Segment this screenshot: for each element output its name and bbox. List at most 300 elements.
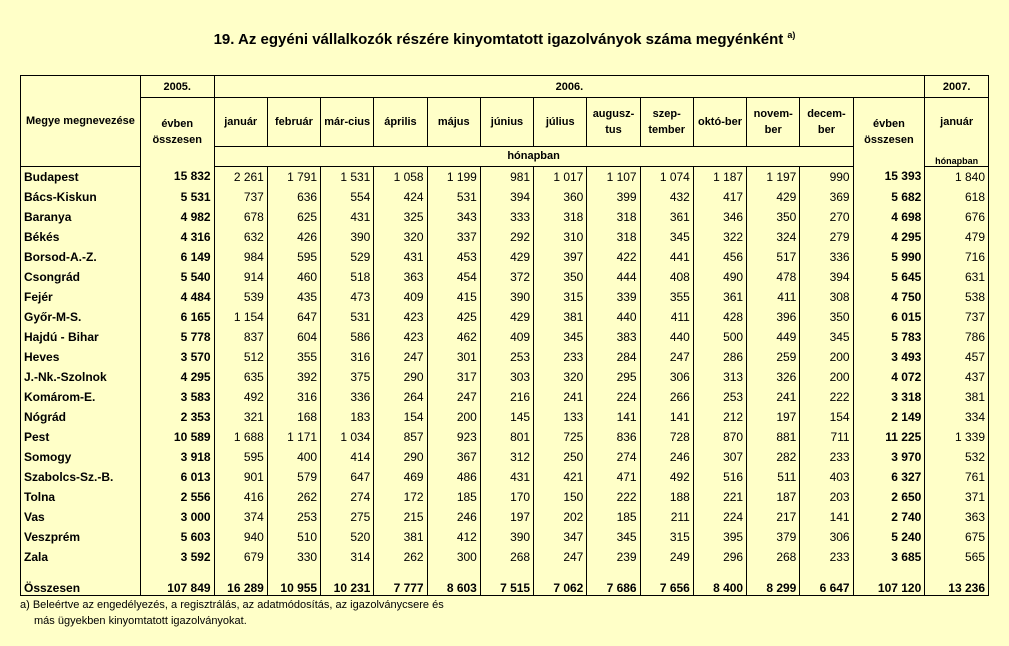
month-value-cell: 222: [800, 387, 853, 407]
total-cell: 13 236: [925, 571, 989, 596]
county-name-cell: Tolna: [21, 487, 141, 507]
year-2005-total-cell: 3 592: [140, 547, 214, 567]
year-2005-total-cell: 5 603: [140, 527, 214, 547]
month-header: augusz-tus: [587, 98, 640, 147]
county-name-cell: Szabolcs-Sz.-B.: [21, 467, 141, 487]
month-value-cell: 247: [640, 347, 693, 367]
month-value-cell: 473: [321, 287, 374, 307]
month-header: január: [214, 98, 267, 147]
year-2005-total-cell: 2 556: [140, 487, 214, 507]
month-value-cell: 266: [640, 387, 693, 407]
month-value-cell: 635: [214, 367, 267, 387]
month-value-cell: 1 197: [747, 166, 800, 187]
month-value-cell: 431: [321, 207, 374, 227]
jan-2007-cell: 676: [925, 207, 989, 227]
month-value-cell: 253: [480, 347, 533, 367]
county-name-cell: Csongrád: [21, 267, 141, 287]
month-value-cell: 595: [267, 247, 320, 267]
month-value-cell: 296: [693, 547, 746, 567]
month-value-cell: 403: [800, 467, 853, 487]
total-cell: 7 777: [374, 571, 427, 596]
month-value-cell: 224: [587, 387, 640, 407]
jan-2007-cell: 371: [925, 487, 989, 507]
month-value-cell: 172: [374, 487, 427, 507]
month-value-cell: 454: [427, 267, 480, 287]
month-header: már-cius: [321, 98, 374, 147]
month-value-cell: 453: [427, 247, 480, 267]
month-value-cell: 511: [747, 467, 800, 487]
jan-2007-cell: 761: [925, 467, 989, 487]
year-2005-total-cell: 6 165: [140, 307, 214, 327]
month-value-cell: 486: [427, 467, 480, 487]
total-cell: 8 603: [427, 571, 480, 596]
month-value-cell: 492: [640, 467, 693, 487]
month-value-cell: 510: [267, 527, 320, 547]
total-cell: 7 062: [534, 571, 587, 596]
month-value-cell: 250: [534, 447, 587, 467]
month-value-cell: 390: [480, 527, 533, 547]
month-value-cell: 141: [800, 507, 853, 527]
month-header: április: [374, 98, 427, 147]
month-value-cell: 595: [214, 447, 267, 467]
month-value-cell: 1 791: [267, 166, 320, 187]
month-value-cell: 197: [480, 507, 533, 527]
jan-2007-cell: 334: [925, 407, 989, 427]
month-value-cell: 270: [800, 207, 853, 227]
month-value-cell: 185: [427, 487, 480, 507]
month-value-cell: 295: [587, 367, 640, 387]
month-value-cell: 290: [374, 367, 427, 387]
table-row: [21, 187, 989, 207]
month-value-cell: 531: [321, 307, 374, 327]
month-value-cell: 1 531: [321, 166, 374, 187]
month-value-cell: 339: [587, 287, 640, 307]
month-value-cell: 429: [480, 247, 533, 267]
year-2006-total-cell: 3 493: [853, 347, 925, 367]
month-value-cell: 604: [267, 327, 320, 347]
sub-header-2006: hónapban: [214, 146, 853, 166]
month-value-cell: 728: [640, 427, 693, 447]
month-value-cell: 300: [427, 547, 480, 567]
month-value-cell: 322: [693, 227, 746, 247]
month-header: február: [267, 98, 320, 147]
year-2005-total-cell: 4 316: [140, 227, 214, 247]
month-value-cell: 321: [214, 407, 267, 427]
month-value-cell: 801: [480, 427, 533, 447]
month-value-cell: 216: [480, 387, 533, 407]
month-value-cell: 512: [214, 347, 267, 367]
table-row: [21, 487, 989, 507]
year-2005-total-cell: 4 295: [140, 367, 214, 387]
month-value-cell: 444: [587, 267, 640, 287]
county-name-cell: Zala: [21, 547, 141, 567]
month-value-cell: 1 171: [267, 427, 320, 447]
year-2005-total-cell: 3 000: [140, 507, 214, 527]
month-value-cell: 857: [374, 427, 427, 447]
month-value-cell: 412: [427, 527, 480, 547]
month-value-cell: 330: [267, 547, 320, 567]
month-value-cell: 390: [480, 287, 533, 307]
month-value-cell: 324: [747, 227, 800, 247]
month-header-row: [21, 98, 989, 147]
month-value-cell: 372: [480, 267, 533, 287]
total-label: Összesen: [21, 571, 141, 596]
month-value-cell: 625: [267, 207, 320, 227]
month-value-cell: 516: [693, 467, 746, 487]
year-2005-total-cell: 15 832: [140, 166, 214, 187]
jan-2007-cell: 618: [925, 187, 989, 207]
page-title: [0, 30, 1009, 48]
col-2007-header: január: [925, 98, 989, 147]
month-header: május: [427, 98, 480, 147]
month-value-cell: 154: [800, 407, 853, 427]
year-2005-total-cell: 3 918: [140, 447, 214, 467]
table-body: [21, 166, 989, 571]
month-value-cell: 253: [267, 507, 320, 527]
total-cell: 7 515: [480, 571, 533, 596]
month-value-cell: 679: [214, 547, 267, 567]
month-value-cell: 200: [427, 407, 480, 427]
year-2005-total-cell: 6 013: [140, 467, 214, 487]
month-value-cell: 375: [321, 367, 374, 387]
month-value-cell: 262: [267, 487, 320, 507]
month-value-cell: 400: [267, 447, 320, 467]
month-value-cell: 318: [587, 227, 640, 247]
month-value-cell: 318: [534, 207, 587, 227]
month-value-cell: 647: [267, 307, 320, 327]
month-value-cell: 320: [374, 227, 427, 247]
month-value-cell: 350: [747, 207, 800, 227]
month-value-cell: 440: [587, 307, 640, 327]
table-row: [21, 327, 989, 347]
month-value-cell: 337: [427, 227, 480, 247]
county-name-cell: Békés: [21, 227, 141, 247]
total-cell: 16 289: [214, 571, 267, 596]
month-value-cell: 274: [587, 447, 640, 467]
jan-2007-cell: 786: [925, 327, 989, 347]
month-value-cell: 133: [534, 407, 587, 427]
jan-2007-cell: 1 339: [925, 427, 989, 447]
month-value-cell: 187: [747, 487, 800, 507]
total-cell: 6 647: [800, 571, 853, 596]
month-value-cell: 441: [640, 247, 693, 267]
year-2007-header: 2007.: [925, 76, 989, 98]
month-value-cell: 141: [587, 407, 640, 427]
data-table: [20, 75, 989, 596]
month-value-cell: 2 261: [214, 166, 267, 187]
month-value-cell: 379: [747, 527, 800, 547]
jan-2007-cell: 437: [925, 367, 989, 387]
month-value-cell: 224: [693, 507, 746, 527]
month-value-cell: 737: [214, 187, 267, 207]
jan-2007-cell: 538: [925, 287, 989, 307]
month-value-cell: 1 058: [374, 166, 427, 187]
month-value-cell: 247: [427, 387, 480, 407]
county-name-cell: Veszprém: [21, 527, 141, 547]
month-value-cell: 435: [267, 287, 320, 307]
month-value-cell: 415: [427, 287, 480, 307]
month-header: novem-ber: [747, 98, 800, 147]
total-cell: 8 400: [693, 571, 746, 596]
table-row: [21, 267, 989, 287]
county-name-cell: Baranya: [21, 207, 141, 227]
month-value-cell: 275: [321, 507, 374, 527]
year-2005-total-cell: 5 531: [140, 187, 214, 207]
year-2005-header: 2005.: [140, 76, 214, 98]
month-value-cell: 222: [587, 487, 640, 507]
month-value-cell: 197: [747, 407, 800, 427]
year-2006-total-cell: 15 393: [853, 166, 925, 187]
month-value-cell: 262: [374, 547, 427, 567]
year-2006-total-cell: 3 318: [853, 387, 925, 407]
month-value-cell: 449: [747, 327, 800, 347]
county-name-cell: Pest: [21, 427, 141, 447]
month-value-cell: 314: [321, 547, 374, 567]
county-name-cell: Komárom-E.: [21, 387, 141, 407]
county-name-cell: Hajdú - Bihar: [21, 327, 141, 347]
table-row: [21, 407, 989, 427]
table-row: [21, 367, 989, 387]
month-value-cell: 247: [374, 347, 427, 367]
jan-2007-cell: 737: [925, 307, 989, 327]
year-2006-total-cell: 2 650: [853, 487, 925, 507]
month-value-cell: 632: [214, 227, 267, 247]
table-row: [21, 387, 989, 407]
month-value-cell: 471: [587, 467, 640, 487]
month-value-cell: 203: [800, 487, 853, 507]
month-value-cell: 361: [640, 207, 693, 227]
table-row: [21, 467, 989, 487]
month-value-cell: 411: [640, 307, 693, 327]
month-value-cell: 215: [374, 507, 427, 527]
year-2006-total-cell: 11 225: [853, 427, 925, 447]
table-row: [21, 347, 989, 367]
year-2006-total-cell: 3 685: [853, 547, 925, 567]
month-value-cell: 940: [214, 527, 267, 547]
month-value-cell: 268: [747, 547, 800, 567]
month-value-cell: 678: [214, 207, 267, 227]
county-header: Megye megnevezése: [21, 76, 141, 167]
month-value-cell: 361: [693, 287, 746, 307]
month-value-cell: 246: [427, 507, 480, 527]
month-value-cell: 836: [587, 427, 640, 447]
year-2006-total-cell: 6 327: [853, 467, 925, 487]
month-value-cell: 355: [267, 347, 320, 367]
year-2006-total-cell: 5 645: [853, 267, 925, 287]
month-value-cell: 394: [800, 267, 853, 287]
jan-2007-cell: 381: [925, 387, 989, 407]
county-name-cell: Győr-M-S.: [21, 307, 141, 327]
year-2006-total-cell: 4 072: [853, 367, 925, 387]
month-value-cell: 253: [693, 387, 746, 407]
year-2005-total-cell: 3 583: [140, 387, 214, 407]
month-value-cell: 264: [374, 387, 427, 407]
month-value-cell: 990: [800, 166, 853, 187]
month-value-cell: 308: [800, 287, 853, 307]
month-value-cell: 282: [747, 447, 800, 467]
year-2005-total-cell: 5 540: [140, 267, 214, 287]
month-value-cell: 500: [693, 327, 746, 347]
month-value-cell: 529: [321, 247, 374, 267]
month-value-cell: 345: [534, 327, 587, 347]
month-value-cell: 390: [321, 227, 374, 247]
month-value-cell: 211: [640, 507, 693, 527]
month-value-cell: 290: [374, 447, 427, 467]
month-value-cell: 347: [534, 527, 587, 547]
county-name-cell: Heves: [21, 347, 141, 367]
month-value-cell: 394: [480, 187, 533, 207]
month-value-cell: 1 074: [640, 166, 693, 187]
month-value-cell: 249: [640, 547, 693, 567]
table-row: [21, 207, 989, 227]
month-value-cell: 312: [480, 447, 533, 467]
month-value-cell: 279: [800, 227, 853, 247]
month-value-cell: 315: [534, 287, 587, 307]
total-row: [21, 571, 989, 596]
month-value-cell: 425: [427, 307, 480, 327]
month-value-cell: 416: [214, 487, 267, 507]
month-value-cell: 217: [747, 507, 800, 527]
jan-2007-cell: 1 840: [925, 166, 989, 187]
jan-2007-cell: 565: [925, 547, 989, 567]
month-value-cell: 417: [693, 187, 746, 207]
month-value-cell: 490: [693, 267, 746, 287]
year-2006-total-cell: 4 698: [853, 207, 925, 227]
month-value-cell: 520: [321, 527, 374, 547]
month-value-cell: 870: [693, 427, 746, 447]
month-value-cell: 397: [534, 247, 587, 267]
month-value-cell: 150: [534, 487, 587, 507]
month-value-cell: 1 187: [693, 166, 746, 187]
month-value-cell: 145: [480, 407, 533, 427]
month-value-cell: 212: [693, 407, 746, 427]
county-name-cell: Nógrád: [21, 407, 141, 427]
month-value-cell: 554: [321, 187, 374, 207]
month-value-cell: 306: [800, 527, 853, 547]
month-value-cell: 241: [747, 387, 800, 407]
year-2005-total-cell: 3 570: [140, 347, 214, 367]
month-value-cell: 478: [747, 267, 800, 287]
jan-2007-cell: 532: [925, 447, 989, 467]
month-value-cell: 306: [640, 367, 693, 387]
col-2006-total-header: évben összesen: [853, 98, 925, 167]
jan-2007-cell: 631: [925, 267, 989, 287]
month-value-cell: 333: [480, 207, 533, 227]
month-value-cell: 292: [480, 227, 533, 247]
month-value-cell: 286: [693, 347, 746, 367]
month-value-cell: 399: [587, 187, 640, 207]
month-value-cell: 517: [747, 247, 800, 267]
month-header: július: [534, 98, 587, 147]
month-value-cell: 409: [374, 287, 427, 307]
month-value-cell: 168: [267, 407, 320, 427]
month-value-cell: 408: [640, 267, 693, 287]
month-value-cell: 355: [640, 287, 693, 307]
county-name-cell: Bács-Kiskun: [21, 187, 141, 207]
month-value-cell: 284: [587, 347, 640, 367]
month-value-cell: 313: [693, 367, 746, 387]
month-value-cell: 424: [374, 187, 427, 207]
footnote-line: a) Beleértve az engedélyezés, a regisztrálás, az adatmódosítás, az igazolványcsere és: [20, 599, 444, 611]
month-value-cell: 259: [747, 347, 800, 367]
month-value-cell: 984: [214, 247, 267, 267]
month-header: szep-tember: [640, 98, 693, 147]
month-value-cell: 316: [321, 347, 374, 367]
year-2005-total-cell: 4 484: [140, 287, 214, 307]
county-name-cell: Budapest: [21, 166, 141, 187]
footnote-line: más ügyekben kinyomtatott igazolványokat.: [34, 615, 247, 627]
month-value-cell: 233: [534, 347, 587, 367]
month-value-cell: 336: [321, 387, 374, 407]
month-value-cell: 414: [321, 447, 374, 467]
month-value-cell: 431: [480, 467, 533, 487]
month-value-cell: 202: [534, 507, 587, 527]
month-value-cell: 1 017: [534, 166, 587, 187]
month-value-cell: 350: [534, 267, 587, 287]
total-cell: 107 120: [853, 571, 925, 596]
month-value-cell: 343: [427, 207, 480, 227]
total-cell: 7 686: [587, 571, 640, 596]
total-cell: 8 299: [747, 571, 800, 596]
sub-header-2007: hónapban: [925, 146, 989, 166]
footnote: [20, 597, 444, 629]
month-value-cell: 320: [534, 367, 587, 387]
month-value-cell: 154: [374, 407, 427, 427]
month-value-cell: 233: [800, 547, 853, 567]
month-value-cell: 360: [534, 187, 587, 207]
month-value-cell: 429: [747, 187, 800, 207]
month-value-cell: 462: [427, 327, 480, 347]
total-cell: 7 656: [640, 571, 693, 596]
month-value-cell: 170: [480, 487, 533, 507]
year-2005-total-cell: 5 778: [140, 327, 214, 347]
month-value-cell: 367: [427, 447, 480, 467]
month-value-cell: 315: [640, 527, 693, 547]
month-value-cell: 221: [693, 487, 746, 507]
month-header: decem-ber: [800, 98, 853, 147]
total-cell: 10 955: [267, 571, 320, 596]
month-value-cell: 141: [640, 407, 693, 427]
year-2006-header: 2006.: [214, 76, 925, 98]
month-value-cell: 239: [587, 547, 640, 567]
total-cell: 10 231: [321, 571, 374, 596]
jan-2007-cell: 363: [925, 507, 989, 527]
jan-2007-cell: 457: [925, 347, 989, 367]
month-value-cell: 392: [267, 367, 320, 387]
month-value-cell: 725: [534, 427, 587, 447]
month-value-cell: 428: [693, 307, 746, 327]
month-value-cell: 456: [693, 247, 746, 267]
table-row: [21, 427, 989, 447]
year-2006-total-cell: 2 740: [853, 507, 925, 527]
month-value-cell: 241: [534, 387, 587, 407]
year-2006-total-cell: 5 783: [853, 327, 925, 347]
month-value-cell: 579: [267, 467, 320, 487]
month-value-cell: 326: [747, 367, 800, 387]
year-2005-total-cell: 10 589: [140, 427, 214, 447]
month-value-cell: 432: [640, 187, 693, 207]
jan-2007-cell: 479: [925, 227, 989, 247]
month-value-cell: 381: [534, 307, 587, 327]
table-row: [21, 547, 989, 567]
table-row: [21, 166, 989, 187]
month-value-cell: 183: [321, 407, 374, 427]
month-value-cell: 303: [480, 367, 533, 387]
jan-2007-cell: 716: [925, 247, 989, 267]
title-footnote-marker: a): [787, 30, 796, 40]
year-2006-total-cell: 5 240: [853, 527, 925, 547]
table-row: [21, 287, 989, 307]
